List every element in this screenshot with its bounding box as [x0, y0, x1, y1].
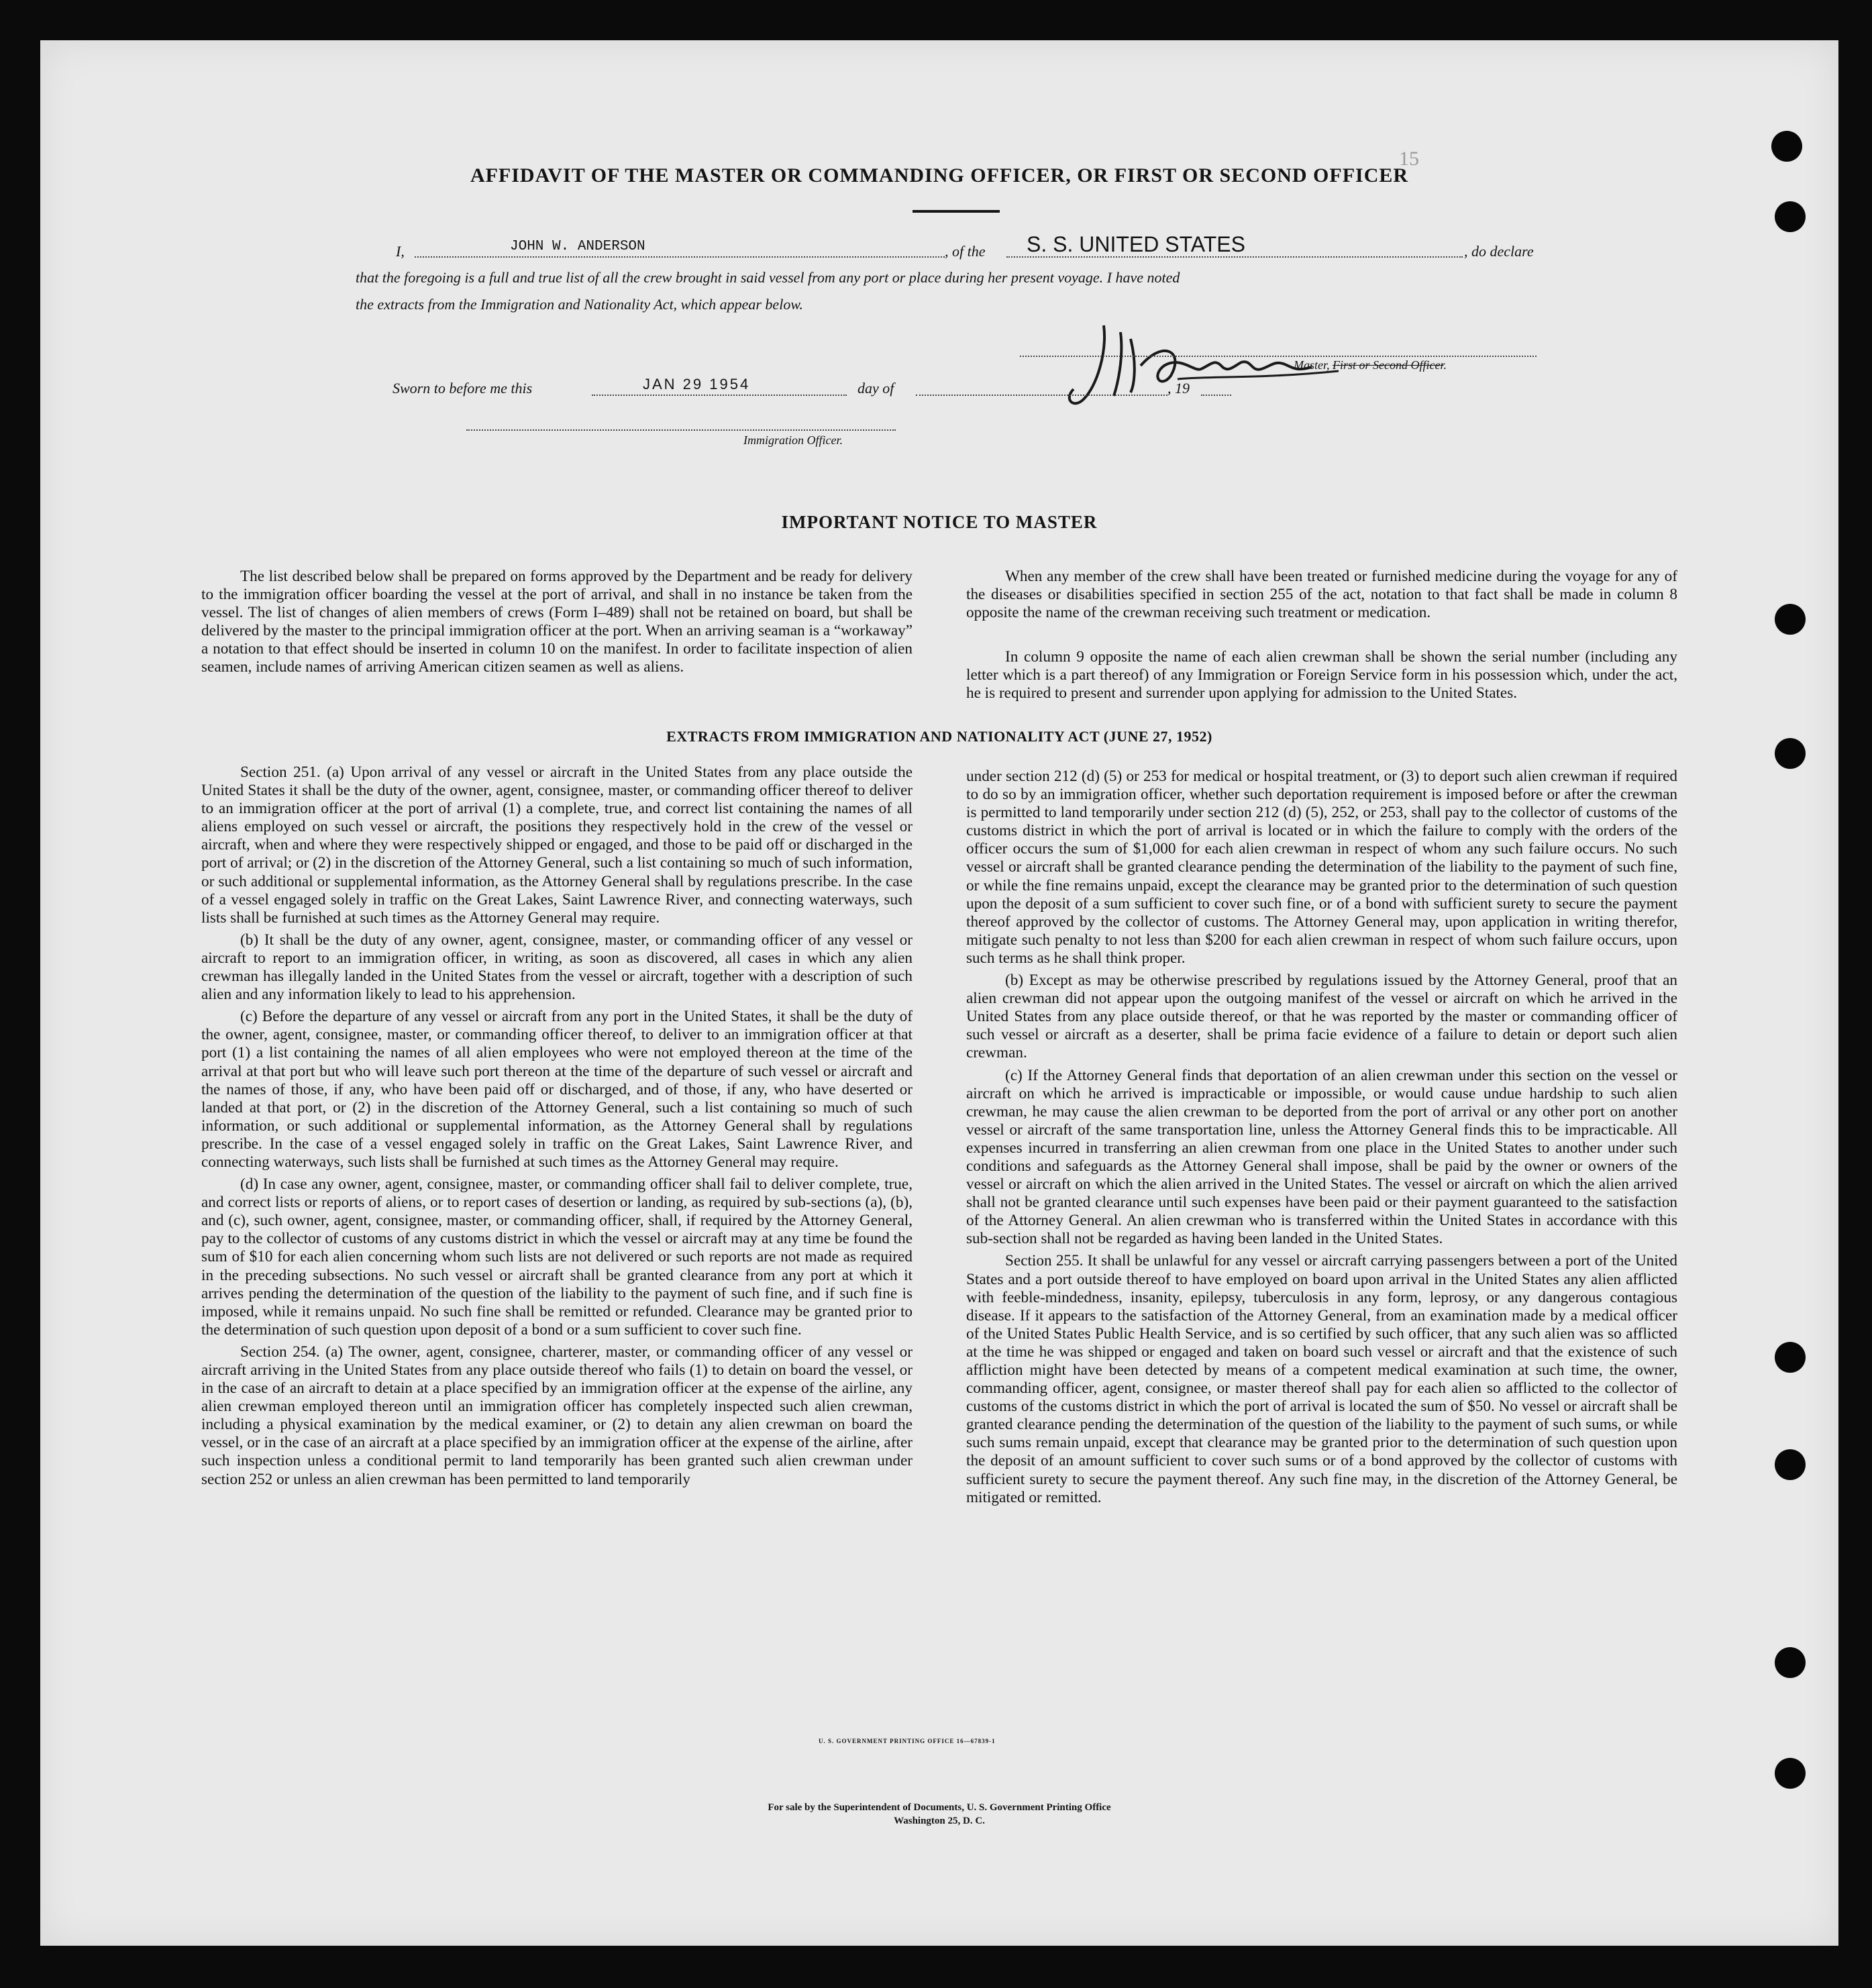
punch-hole [1775, 201, 1806, 232]
notice-right-paragraph-1: When any member of the crew shall have been treated or furnished medicine during the voyage for any of the diseases or disabilities specified in section 255 of the act, notation to that fact shall be made in column 8 opposite the name of the crewman receiving such treatment or medication. [966, 568, 1677, 622]
section-251-c: (c) Before the departure of any vessel or aircraft from any port in the United States, it shall be the duty of the owner, agent, consignee, master, or commanding officer thereof, to deliver to an immigration officer at that port (1) a list containing the names of all alien employees who were not employed thereon at the time of the arrival at that port but who will leave such port thereon at the time of the departure of such vessel or aircraft and the names of those, if any, who have been paid off or discharged, and of those, if any, who have deserted or landed at that port, or (2) in the discretion of the Attorney General, such a list containing so much of such information, or such additional or supplemental information, as the Attorney General shall by regulations prescribe. In the case of a vessel engaged solely in traffic on the Great Lakes, Saint Lawrence River, and connecting waterways, such lists shall be furnished at such times as the Attorney General may require. [201, 1008, 913, 1171]
extracts-right-column [966, 768, 1677, 1507]
officer-signature-line [466, 429, 896, 431]
affidavit-title: AFFIDAVIT OF THE MASTER OR COMMANDING OFFICER, OR FIRST OR SECOND OFFICER [470, 164, 1409, 187]
section-251-a: Section 251. (a) Upon arrival of any vessel or aircraft in the United States from any place outside the United States it shall be the duty of the owner, agent, consignee, master, or commanding officer thereof to deliver to an immigration officer at the port of arrival (1) a complete, true, and correct list containing the names of all aliens employed on such vessel or aircraft, the positions they respectively hold in the crew of the vessel or aircraft, when and where they were respectively shipped or engaged, and those to be paid off or discharged in the port of arrival; or (2) in the discretion of the Attorney General, such a list containing so much of such information, or such additional or supplemental information, as the Attorney General shall by regulations prescribe. In the case of a vessel engaged solely in traffic on the Great Lakes, Saint Lawrence River, and connecting waterways, such lists shall be furnished at such times as the Attorney General may require. [201, 764, 913, 927]
punch-hole [1771, 131, 1802, 162]
day-of-label: day of [857, 380, 894, 397]
section-251-d: (d) In case any owner, agent, consignee, master, or commanding officer shall fail to deliver complete, true, and correct lists or reports of aliens, or to report cases of desertion or landing, as required by sub-sections (a), (b), and (c), such owner, agent, consignee, master, or commanding officer, shall, if required by the Attorney General, pay to the collector of customs of any customs district in which the vessel or aircraft may at any time be found the sum of $10 for each alien concerning whom such lists are not delivered or such reports are not made as required in the preceding subsections. No such vessel or aircraft shall be granted clearance from any port at which it arrives pending the determination of the question of the liability to the payment of such fine, and if such fine is imposed, while it remains unpaid. No such fine shall be remitted or refunded. Clearance may be granted prior to the determination of such question upon deposit of a bond or a sum sufficient to cover such fine. [201, 1175, 913, 1339]
section-254-b: (b) Except as may be otherwise prescribed by regulations issued by the Attorney General, proof that an alien crewman did not appear upon the outgoing manifest of the vessel or aircraft on which he arrived in the United States from any place outside thereof, or that he was reported by the master or commanding officer of such vessel or aircraft as a deserter, shall be prima facie evidence of a failure to detain or deport such alien crewman. [966, 972, 1677, 1062]
name-line [415, 256, 945, 258]
sale-line-2: Washington 25, D. C. [894, 1816, 985, 1826]
i-label: I, [396, 243, 405, 260]
punch-hole [1775, 1647, 1806, 1678]
notice-right-paragraph-2: In column 9 opposite the name of each alien crewman shall be shown the serial number (including any letter which is a part thereof) of any Immigration or Foreign Service form in his possession which, under the act, he is required to present and surrender upon applying for admission to the United States. [966, 648, 1677, 702]
vessel-name: S. S. UNITED STATES [1027, 232, 1245, 256]
signature-line [1020, 356, 1537, 357]
section-254-a-cont: under section 212 (d) (5) or 253 for medical or hospital treatment, or (3) to deport such alien crewman if required to do so by an immigration officer, whether such deportation requirement is imposed before or after the crewman is permitted to land temporarily under section 212 (d) (5), 252, or 253, shall pay to the collector of customs of the customs district in which the port of arrival is located or in which the failure to comply with the orders of the officer occurs the sum of $1,000 for each alien crewman in respect of whom any such failure occurs. No such vessel or aircraft shall be granted clearance pending the determination of the liability to the payment of such fine, or while the fine remains unpaid, except the clearance may be granted prior to the determination of such question upon the deposit of a sum sufficient to cover such fine, or of a bond with sufficient surety to secure the payment thereof approved by the collector of customs. The Attorney General may, upon application in writing therefor, mitigate such penalty to not less than $200 for each alien crewman in respect of whom such failure occurs, upon such terms as he shall think proper. [966, 768, 1677, 967]
declaration-line-2: the extracts from the Immigration and Nationality Act, which appear below. [356, 296, 803, 313]
punch-hole [1775, 1342, 1806, 1373]
punch-hole [1775, 604, 1806, 635]
punch-hole [1775, 1758, 1806, 1789]
gpo-imprint: U. S. GOVERNMENT PRINTING OFFICE 16—67839-1 [819, 1738, 996, 1744]
master-name: JOHN W. ANDERSON [510, 239, 645, 254]
document-page [40, 40, 1838, 1946]
master-label: Master, First or Second Officer. [1294, 358, 1447, 372]
section-254-c: (c) If the Attorney General finds that deportation of an alien crewman under this section on the vessel or aircraft on which he arrived is impracticable or impossible, or would cause undue hardship to such alien crewman, he may cause the alien crewman to be deported from the port of arrival or any other port on another vessel or aircraft of the same transportation line, unless the Attorney General finds this to be impracticable. All expenses incurred in transferring an alien crewman from one place in the United States to another under such conditions and safeguards as the Attorney General shall impose, shall be paid by the owner or owners of the vessel or aircraft on which the alien arrived in the United States. The vessel or aircraft on which the alien arrived shall not be granted clearance until such expenses have been paid or their payment guaranteed to the satisfaction of the Attorney General. An alien crewman who is transferred within the United States in accordance with this sub-section shall not be regarded as having been landed in the United States. [966, 1066, 1677, 1248]
extracts-left-column [201, 764, 913, 1489]
do-declare-label: , do declare [1464, 243, 1534, 260]
punch-hole [1775, 1449, 1806, 1480]
sworn-date-stamp: JAN 29 1954 [643, 376, 751, 393]
section-254-a: Section 254. (a) The owner, agent, consignee, charterer, master, or commanding officer of any vessel or aircraft arriving in the United States from any place outside thereof who fails (1) to detain on board the vessel, or in the case of an aircraft to detain at a place specified by an immigration officer at the expense of the airline, any alien crewman employed thereon until an immigration officer has completely inspected such alien crewman, including a physical examination by the medical examiner, or (2) to detain any alien crewman on board the vessel, or in the case of an aircraft at a place specified by an immigration officer at the expense of the airline, after such inspection unless a conditional permit to land temporarily has been granted such alien crewman under section 252 or unless an alien crewman has been permitted to land temporarily [201, 1343, 913, 1488]
sworn-date-line [592, 395, 847, 396]
section-255: Section 255. It shall be unlawful for any vessel or aircraft carrying passengers between a port of the United States and a port outside thereof to have employed on board upon arrival in the United States any alien afflicted with feeble-mindedness, insanity, epilepsy, tuberculosis in any form, leprosy, or any dangerous contagious disease. If it appears to the satisfaction of the Attorney General, from an examination made by a medical officer of the United States Public Health Service, and is so certified by such officer, that any such alien was so afflicted at the time he was shipped or engaged and taken on board such vessel or aircraft and that the existence of such affliction might have been detected by means of a competent medical examination at such time, the owner, commanding officer, agent, consignee, or master thereof shall pay for each alien so afflicted to the collector of customs of the customs district in which the port of arrival is located the sum of $50. No vessel or aircraft shall be granted clearance pending the determination of the question of the liability to the payment of such sums, or while such sums remain unpaid, except that clearance may be granted prior to the determination of such question upon the deposit of an amount sufficient to cover such sums or of a bond approved by the collector of customs with sufficient surety to secure the payment thereof. Any such fine may, in the discretion of the Attorney General, be mitigated or remitted. [966, 1252, 1677, 1506]
title-rule [913, 210, 1000, 213]
year-line [1201, 395, 1231, 396]
notice-title: IMPORTANT NOTICE TO MASTER [781, 512, 1098, 532]
extracts-title: EXTRACTS FROM IMMIGRATION AND NATIONALITY ACT (JUNE 27, 1952) [666, 728, 1212, 745]
sworn-label: Sworn to before me this [393, 380, 533, 397]
year-prefix: , 19 [1167, 380, 1190, 397]
faint-page-number: 15 [1399, 148, 1419, 170]
punch-hole [1775, 738, 1806, 769]
notice-left-paragraph: The list described below shall be prepared on forms approved by the Department and be ready for delivery to the immigration officer boarding the vessel at the port of arrival, and shall in no instance be taken from the vessel. The list of changes of alien members of crews (Form I–489) shall not be retained on board, but shall be delivered by the master to the principal immigration officer at the port. When an arriving seaman is a “workaway” a notation to that effect should be inserted in column 10 on the manifest. In order to facilitate inspection of alien seamen, include names of arriving American citizen seamen as well as aliens. [201, 568, 913, 676]
sale-line-1: For sale by the Superintendent of Documents, U. S. Government Printing Office [768, 1802, 1111, 1813]
declaration-line-1: that the foregoing is a full and true list of all the crew brought in said vessel from any port or place during her present voyage. I have noted [356, 269, 1180, 286]
immigration-officer-label: Immigration Officer. [743, 433, 843, 447]
section-251-b: (b) It shall be the duty of any owner, agent, consignee, master, or commanding officer of any vessel or aircraft to report to an immigration officer, in writing, as soon as discovered, all cases in which any alien crewman has illegally landed in the United States from the vessel or aircraft, together with a description of such alien and any information likely to lead to his apprehension. [201, 931, 913, 1004]
of-the-label: , of the [945, 243, 986, 260]
month-line [916, 395, 1167, 396]
